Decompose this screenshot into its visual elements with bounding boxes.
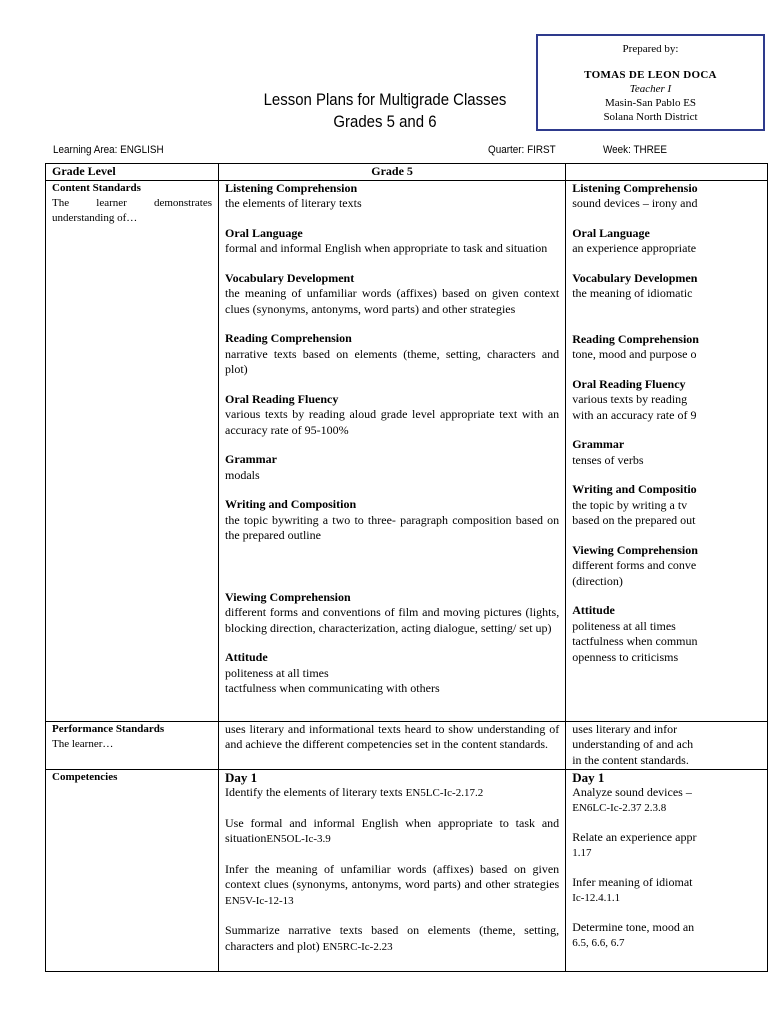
preparer-district: Solana North District	[603, 111, 698, 123]
comp5-item-3: Infer the meaning of unfamiliar words (affixes) based on given context clues (synonyms, antonyms, word parts) and other strategies EN5V-Ic-12-13	[225, 861, 560, 907]
comp6-item-4: Determine tone, mood an 6.5, 6.6, 6.7	[572, 920, 695, 949]
comp6-item-1: Analyze sound devices – EN6LC-Ic-2.37 2.3.8	[572, 785, 692, 814]
comp6-item-2: Relate an experience appr 1.17	[572, 830, 697, 859]
cs6-attitude: Attitude politeness at all times tactfulness when commun openness to criticisms	[572, 603, 698, 664]
cs5-fluency: Oral Reading Fluency various texts by reading aloud grade level appropriate text with an accuracy rate of 95-100%	[225, 391, 560, 437]
cs5-viewing: Viewing Comprehension different forms and conventions of film and moving pictures (lights, blocking direction, characterization, acting dialogue, setting/ set up)	[225, 589, 560, 635]
ps5-text: uses literary and informational texts heard to show understanding of and achieve the different competencies set in the content standards.	[219, 721, 566, 769]
preparer-position: Teacher I	[629, 83, 672, 95]
cs6-reading: Reading Comprehension tone, mood and purpose o	[572, 331, 699, 361]
cs6-listening: Listening Comprehensio sound devices – irony and	[572, 180, 698, 210]
header-grade-level: Grade Level	[46, 164, 219, 181]
document-subtitle: Grades 5 and 6	[333, 112, 437, 131]
document-title: Lesson Plans for Multigrade Classes	[263, 90, 507, 109]
cs5-writing: Writing and Composition the topic bywriting a two to three- paragraph composition based on the prepared outline	[225, 497, 560, 542]
prepared-by-label: Prepared by:	[622, 43, 679, 55]
competencies-label: Competencies	[52, 770, 118, 783]
preparer-name: TOMAS DE LEON DOCA	[584, 69, 717, 81]
cs6-oral-language: Oral Language an experience appropriate	[572, 225, 697, 255]
cs6-writing: Writing and Compositio the topic by writing a tv based on the prepared out	[572, 482, 697, 527]
cs5-oral-language: Oral Language formal and informal English when appropriate to task and situation	[225, 225, 548, 255]
content-standards-row	[46, 180, 768, 721]
performance-standards-row	[46, 721, 768, 769]
cs6-viewing: Viewing Comprehension different forms and conve (direction)	[572, 542, 698, 588]
preparer-school: Masin-San Pablo ES	[604, 97, 697, 109]
cs6-fluency: Oral Reading Fluency various texts by reading with an accuracy rate of 9	[572, 376, 697, 422]
content-standards-label: Content Standards	[52, 181, 141, 194]
cs5-attitude: Attitude politeness at all times tactfulness when communicating with others	[225, 650, 440, 695]
header-grade-6	[566, 164, 768, 181]
cs6-vocabulary: Vocabulary Developmen the meaning of idiomatic	[572, 270, 698, 300]
cs6-grammar: Grammar tenses of verbs	[572, 437, 644, 467]
ps6-line2: understanding of and ach	[572, 737, 694, 751]
comp5-day: Day 1	[225, 769, 258, 785]
week: Week: THREE	[603, 144, 668, 156]
learning-area: Learning Area: ENGLISH	[53, 144, 164, 156]
performance-standards-sub: The learner…	[52, 738, 114, 750]
performance-standards-label: Performance Standards	[52, 722, 165, 735]
header-grade-5: Grade 5	[219, 164, 566, 181]
content-standards-sub: The learner demonstrates understanding of…	[52, 197, 212, 224]
cs5-grammar: Grammar modals	[225, 452, 277, 482]
cs5-listening: Listening Comprehension the elements of literary texts	[225, 180, 362, 210]
quarter: Quarter: FIRST	[488, 144, 556, 156]
comp5-item-1: Identify the elements of literary texts EN5LC-Ic-2.17.2	[225, 785, 484, 799]
cs5-reading: Reading Comprehension narrative texts based on elements (theme, setting, characters and plot)	[225, 331, 560, 376]
header-row	[46, 164, 768, 181]
comp5-item-2: Use formal and informal English when appropriate to task and situationEN5OL-Ic-3.9	[225, 815, 560, 845]
comp6-item-3: Infer meaning of idiomat Ic-12.4.1.1	[572, 875, 693, 904]
ps6-line3: in the content standards.	[572, 752, 689, 767]
prepared-by-box	[536, 34, 765, 131]
lesson-plan-table	[45, 163, 768, 972]
cs5-vocabulary: Vocabulary Development the meaning of unfamiliar words (affixes) based on given context clues (synonyms, antonyms, word parts) and other strategies	[225, 270, 560, 316]
comp5-item-4: Summarize narrative texts based on elements (theme, setting, characters and plot) EN5RC-Ic-2.23	[225, 923, 560, 953]
competencies-row	[46, 769, 768, 971]
comp6-day: Day 1	[572, 769, 605, 785]
ps6-line1: uses literary and infor	[572, 721, 678, 736]
